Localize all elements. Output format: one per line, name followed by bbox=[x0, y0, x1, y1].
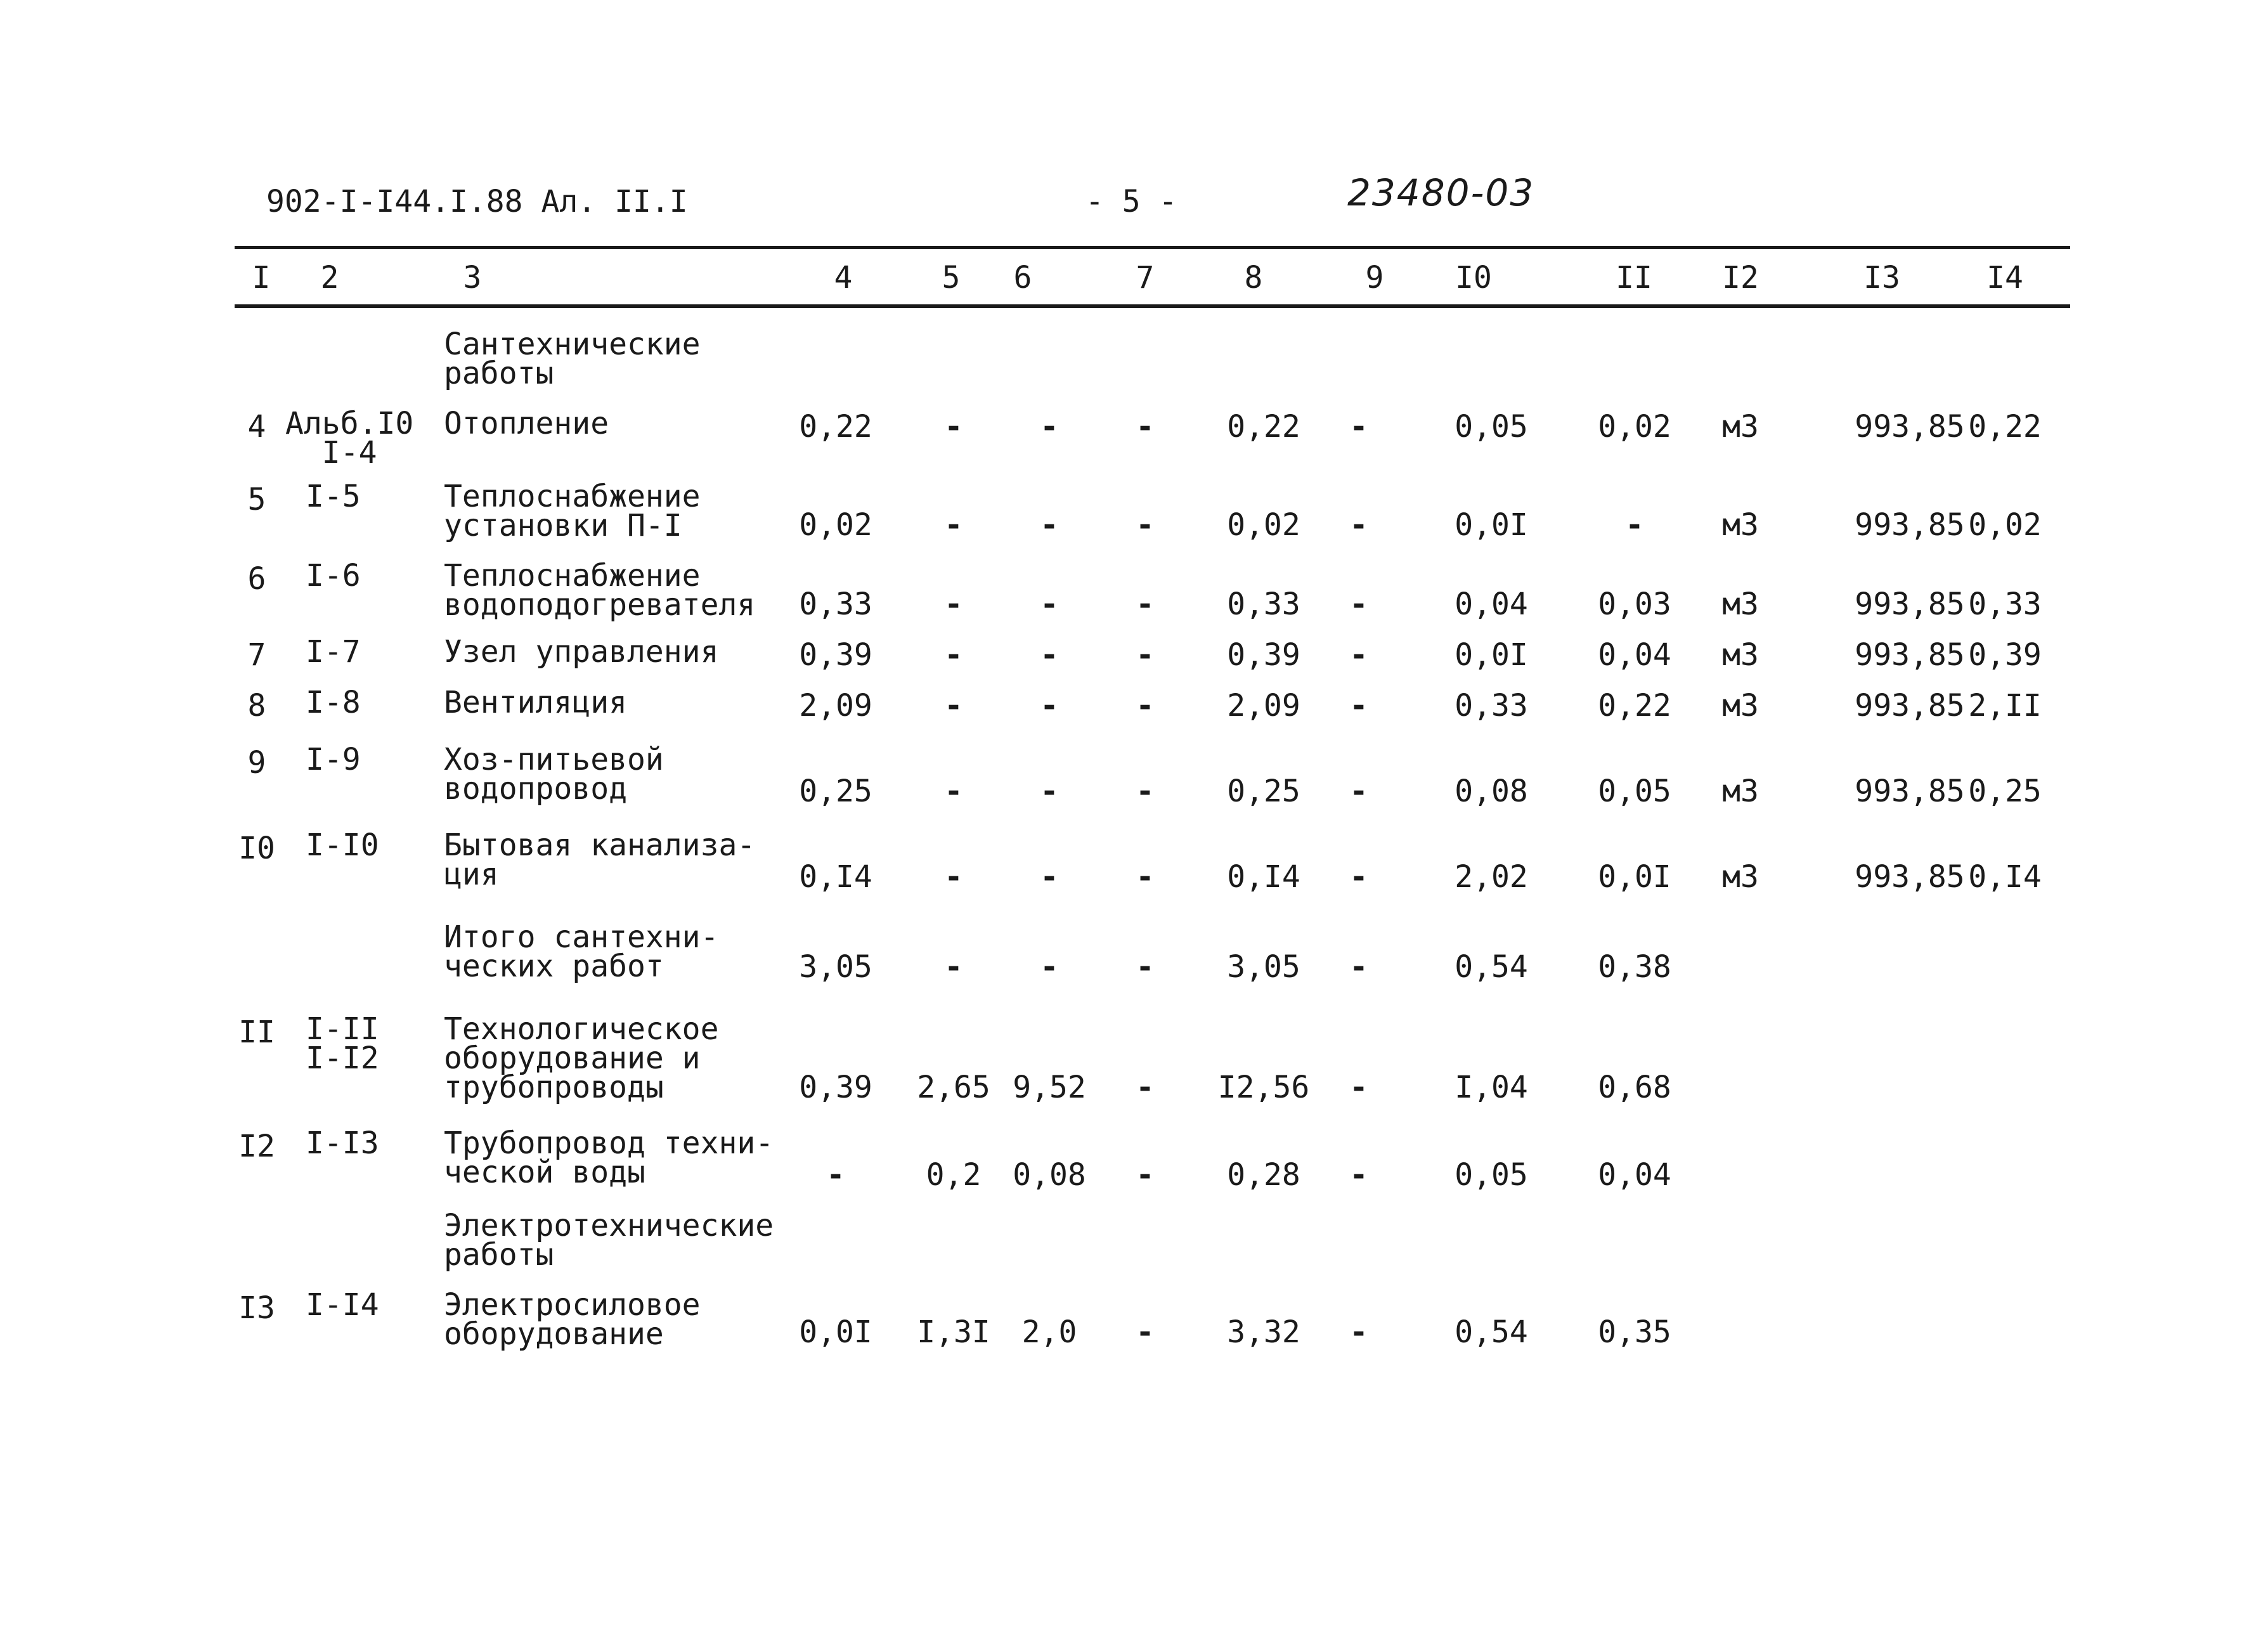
cell-c7: - bbox=[1136, 1157, 1155, 1193]
cell-c11: 0,04 bbox=[1598, 637, 1671, 673]
cell-c11: 0,35 bbox=[1598, 1314, 1671, 1350]
row-name-line: установки П-I bbox=[444, 508, 682, 543]
cell-c10: 0,33 bbox=[1455, 688, 1528, 723]
row-name-line: Технологическое bbox=[444, 1011, 719, 1047]
cell-c14: 0,39 bbox=[1968, 637, 2042, 673]
document-code: 902-I-I44.I.88 Ал. II.I bbox=[266, 184, 688, 219]
cell-c13: 993,85 bbox=[1855, 409, 1965, 444]
row-name-line: Узел управления bbox=[444, 634, 719, 670]
cell-c9: - bbox=[1349, 1314, 1368, 1350]
row-name-line: Электросиловое bbox=[444, 1287, 701, 1323]
row-code-line: I-I3 bbox=[306, 1125, 379, 1161]
row-code-line: I-4 bbox=[321, 435, 377, 470]
cell-c9: - bbox=[1349, 637, 1368, 673]
row-code-line: I-8 bbox=[306, 685, 361, 720]
cell-c4: 0,39 bbox=[799, 1070, 872, 1105]
cell-c10: 0,0I bbox=[1455, 637, 1528, 673]
row-code-line: I-I2 bbox=[306, 1041, 379, 1076]
cell-c4: 0,25 bbox=[799, 774, 872, 809]
cell-c12: м3 bbox=[1722, 409, 1759, 444]
row-code-line: Альб.I0 bbox=[285, 406, 414, 441]
cell-c8: 0,39 bbox=[1227, 637, 1300, 673]
cell-c11: 0,68 bbox=[1598, 1070, 1671, 1105]
cell-c13: 993,85 bbox=[1855, 774, 1965, 809]
cell-c12: м3 bbox=[1722, 859, 1759, 895]
cell-c12: м3 bbox=[1722, 774, 1759, 809]
row-number: I2 bbox=[238, 1129, 275, 1164]
row-name bbox=[444, 827, 756, 892]
cell-c13: 993,85 bbox=[1855, 859, 1965, 895]
cell-c8: 2,09 bbox=[1227, 688, 1300, 723]
row-number: I0 bbox=[238, 831, 275, 866]
cell-c8: 0,22 bbox=[1227, 409, 1300, 444]
cell-c10: 0,05 bbox=[1455, 1157, 1528, 1193]
column-number-4: 4 bbox=[834, 260, 853, 295]
cell-c6: - bbox=[1040, 587, 1059, 622]
cell-c4: 0,39 bbox=[799, 637, 872, 673]
cell-c9: - bbox=[1349, 409, 1368, 444]
cell-c5: - bbox=[944, 507, 963, 543]
column-number-1: I bbox=[252, 260, 271, 295]
cell-c6: - bbox=[1040, 859, 1059, 895]
cell-c5: - bbox=[944, 637, 963, 673]
cell-c11: 0,0I bbox=[1598, 859, 1671, 895]
cell-c6: - bbox=[1040, 637, 1059, 673]
cell-c4: 0,22 bbox=[799, 409, 872, 444]
section-heading-electrical-line: работы bbox=[444, 1237, 554, 1273]
cell-c8: 0,I4 bbox=[1227, 859, 1300, 895]
cell-c10: 0,04 bbox=[1455, 587, 1528, 622]
cell-c5: - bbox=[944, 409, 963, 444]
cell-c9: - bbox=[1349, 774, 1368, 809]
column-number-5: 5 bbox=[942, 260, 961, 295]
row-name-line: Отопление bbox=[444, 406, 609, 441]
row-name bbox=[444, 558, 756, 623]
row-code bbox=[306, 827, 379, 863]
column-number-7: 7 bbox=[1136, 260, 1155, 295]
cell-c8: I2,56 bbox=[1217, 1070, 1310, 1105]
column-number-13: I3 bbox=[1863, 260, 1900, 295]
cell-c11: 0,03 bbox=[1598, 587, 1671, 622]
row-code bbox=[306, 558, 361, 593]
cell-c7: - bbox=[1136, 688, 1155, 723]
row-name bbox=[444, 479, 701, 543]
row-code-line: I-6 bbox=[306, 558, 361, 593]
section-heading-sanitary-line: работы bbox=[444, 356, 554, 391]
row-name-line: оборудование и bbox=[444, 1041, 701, 1076]
row-name-line: ческих работ bbox=[444, 949, 664, 984]
cell-c10: I,04 bbox=[1455, 1070, 1528, 1105]
cell-c14: 2,II bbox=[1968, 688, 2042, 723]
row-code-line: I-5 bbox=[306, 479, 361, 514]
cell-c13: 993,85 bbox=[1855, 587, 1965, 622]
row-name-line: Вентиляция bbox=[444, 685, 627, 720]
column-number-12: I2 bbox=[1722, 260, 1759, 295]
cell-c11: 0,04 bbox=[1598, 1157, 1671, 1193]
cell-c6: 9,52 bbox=[1013, 1070, 1086, 1105]
column-number-2: 2 bbox=[320, 260, 339, 295]
cell-c4: 2,09 bbox=[799, 688, 872, 723]
cell-c9: - bbox=[1349, 859, 1368, 895]
cell-c11: 0,02 bbox=[1598, 409, 1671, 444]
row-name-line: водопровод bbox=[444, 771, 627, 807]
row-name-line: ция bbox=[444, 857, 499, 892]
cell-c8: 0,33 bbox=[1227, 587, 1300, 622]
handwritten-number: 23480-03 bbox=[1347, 171, 1535, 214]
cell-c6: - bbox=[1040, 774, 1059, 809]
row-code bbox=[306, 634, 361, 670]
cell-c5: - bbox=[944, 859, 963, 895]
cell-c8: 0,25 bbox=[1227, 774, 1300, 809]
row-name bbox=[444, 1125, 774, 1190]
cell-c7: - bbox=[1136, 859, 1155, 895]
cell-c14: 0,02 bbox=[1968, 507, 2042, 543]
row-number: I3 bbox=[238, 1290, 275, 1326]
column-number-11: II bbox=[1616, 260, 1652, 295]
row-name-line: Итого сантехни- bbox=[444, 919, 719, 955]
row-number: II bbox=[238, 1015, 275, 1050]
row-code-line: I-II bbox=[306, 1011, 379, 1047]
column-number-10: I0 bbox=[1455, 260, 1492, 295]
row-code bbox=[306, 742, 361, 777]
row-number: 5 bbox=[247, 482, 266, 517]
row-number: 7 bbox=[247, 637, 266, 673]
page-number: - 5 - bbox=[1085, 184, 1177, 219]
cell-c9: - bbox=[1349, 507, 1368, 543]
cell-c10: 0,0I bbox=[1455, 507, 1528, 543]
cell-c4: 3,05 bbox=[799, 949, 872, 985]
row-name-line: Теплоснабжение bbox=[444, 558, 701, 593]
cell-c5: - bbox=[944, 688, 963, 723]
row-name-line: оборудование bbox=[444, 1316, 664, 1352]
cell-c7: - bbox=[1136, 1314, 1155, 1350]
cell-c6: 0,08 bbox=[1013, 1157, 1086, 1193]
cell-c12: м3 bbox=[1722, 507, 1759, 543]
cell-c11: - bbox=[1625, 507, 1644, 543]
cell-c4: 0,02 bbox=[799, 507, 872, 543]
cell-c7: - bbox=[1136, 774, 1155, 809]
row-name-line: Хоз-питьевой bbox=[444, 742, 664, 777]
row-code bbox=[306, 1125, 379, 1161]
cell-c13: 993,85 bbox=[1855, 637, 1965, 673]
cell-c9: - bbox=[1349, 949, 1368, 985]
cell-c7: - bbox=[1136, 587, 1155, 622]
row-number: 8 bbox=[247, 688, 266, 723]
cell-c10: 0,05 bbox=[1455, 409, 1528, 444]
cell-c11: 0,05 bbox=[1598, 774, 1671, 809]
row-name bbox=[444, 634, 719, 670]
column-number-14: I4 bbox=[1986, 260, 2023, 295]
section-heading-sanitary bbox=[444, 327, 701, 391]
section-heading-electrical-line: Электротехнические bbox=[444, 1208, 774, 1243]
row-code-line: I-I4 bbox=[306, 1287, 379, 1323]
row-name bbox=[444, 742, 664, 807]
cell-c13: 993,85 bbox=[1855, 688, 1965, 723]
row-code bbox=[306, 479, 361, 514]
row-name bbox=[444, 685, 627, 720]
cell-c5: I,3I bbox=[917, 1314, 990, 1350]
cell-c6: - bbox=[1040, 949, 1059, 985]
cell-c10: 0,08 bbox=[1455, 774, 1528, 809]
cell-c5: - bbox=[944, 587, 963, 622]
cell-c14: 0,25 bbox=[1968, 774, 2042, 809]
cell-c7: - bbox=[1136, 409, 1155, 444]
cell-c4: 0,0I bbox=[799, 1314, 872, 1350]
row-name bbox=[444, 1011, 719, 1105]
section-heading-sanitary-line: Сантехнические bbox=[444, 327, 701, 362]
row-code-line: I-7 bbox=[306, 634, 361, 670]
cell-c7: - bbox=[1136, 507, 1155, 543]
cell-c9: - bbox=[1349, 1070, 1368, 1105]
row-code bbox=[306, 1011, 379, 1076]
row-name-line: трубопроводы bbox=[444, 1070, 664, 1105]
cell-c6: - bbox=[1040, 507, 1059, 543]
cell-c14: 0,22 bbox=[1968, 409, 2042, 444]
row-number: 9 bbox=[247, 745, 266, 781]
column-number-3: 3 bbox=[463, 260, 482, 295]
cell-c5: - bbox=[944, 949, 963, 985]
cell-c5: - bbox=[944, 774, 963, 809]
cell-c10: 2,02 bbox=[1455, 859, 1528, 895]
cell-c9: - bbox=[1349, 688, 1368, 723]
cell-c6: - bbox=[1040, 688, 1059, 723]
cell-c6: - bbox=[1040, 409, 1059, 444]
row-number: 4 bbox=[247, 409, 266, 444]
cell-c14: 0,33 bbox=[1968, 587, 2042, 622]
cell-c8: 0,28 bbox=[1227, 1157, 1300, 1193]
cell-c11: 0,22 bbox=[1598, 688, 1671, 723]
row-name-line: Трубопровод техни- bbox=[444, 1125, 774, 1161]
row-code bbox=[306, 1287, 379, 1323]
row-code-line: I-9 bbox=[306, 742, 361, 777]
cell-c12: м3 bbox=[1722, 637, 1759, 673]
row-name-line: Бытовая канализа- bbox=[444, 827, 756, 863]
cell-c4: 0,33 bbox=[799, 587, 872, 622]
row-number: 6 bbox=[247, 561, 266, 597]
cell-c8: 3,32 bbox=[1227, 1314, 1300, 1350]
cell-c6: 2,0 bbox=[1021, 1314, 1077, 1350]
cell-c7: - bbox=[1136, 949, 1155, 985]
cell-c10: 0,54 bbox=[1455, 949, 1528, 985]
cell-c4: 0,I4 bbox=[799, 859, 872, 895]
row-code bbox=[306, 685, 361, 720]
row-name-line: Теплоснабжение bbox=[444, 479, 701, 514]
cell-c11: 0,38 bbox=[1598, 949, 1671, 985]
cell-c12: м3 bbox=[1722, 688, 1759, 723]
column-number-6: 6 bbox=[1013, 260, 1032, 295]
row-code-line: I-I0 bbox=[306, 827, 379, 863]
row-code bbox=[285, 406, 414, 470]
cell-c8: 0,02 bbox=[1227, 507, 1300, 543]
row-name-line: ческой воды bbox=[444, 1155, 645, 1190]
cell-c5: 2,65 bbox=[917, 1070, 990, 1105]
column-number-8: 8 bbox=[1244, 260, 1263, 295]
row-name bbox=[444, 406, 609, 441]
row-name bbox=[444, 1287, 701, 1352]
cell-c8: 3,05 bbox=[1227, 949, 1300, 985]
row-name-line: водоподогревателя bbox=[444, 587, 756, 623]
column-number-9: 9 bbox=[1365, 260, 1384, 295]
cell-c14: 0,I4 bbox=[1968, 859, 2042, 895]
row-name bbox=[444, 919, 719, 984]
cell-c4: - bbox=[826, 1157, 845, 1193]
cell-c9: - bbox=[1349, 1157, 1368, 1193]
cell-c5: 0,2 bbox=[926, 1157, 982, 1193]
section-heading-electrical bbox=[444, 1208, 774, 1273]
cell-c12: м3 bbox=[1722, 587, 1759, 622]
cell-c9: - bbox=[1349, 587, 1368, 622]
cell-c13: 993,85 bbox=[1855, 507, 1965, 543]
cell-c7: - bbox=[1136, 1070, 1155, 1105]
cell-c7: - bbox=[1136, 637, 1155, 673]
cell-c10: 0,54 bbox=[1455, 1314, 1528, 1350]
